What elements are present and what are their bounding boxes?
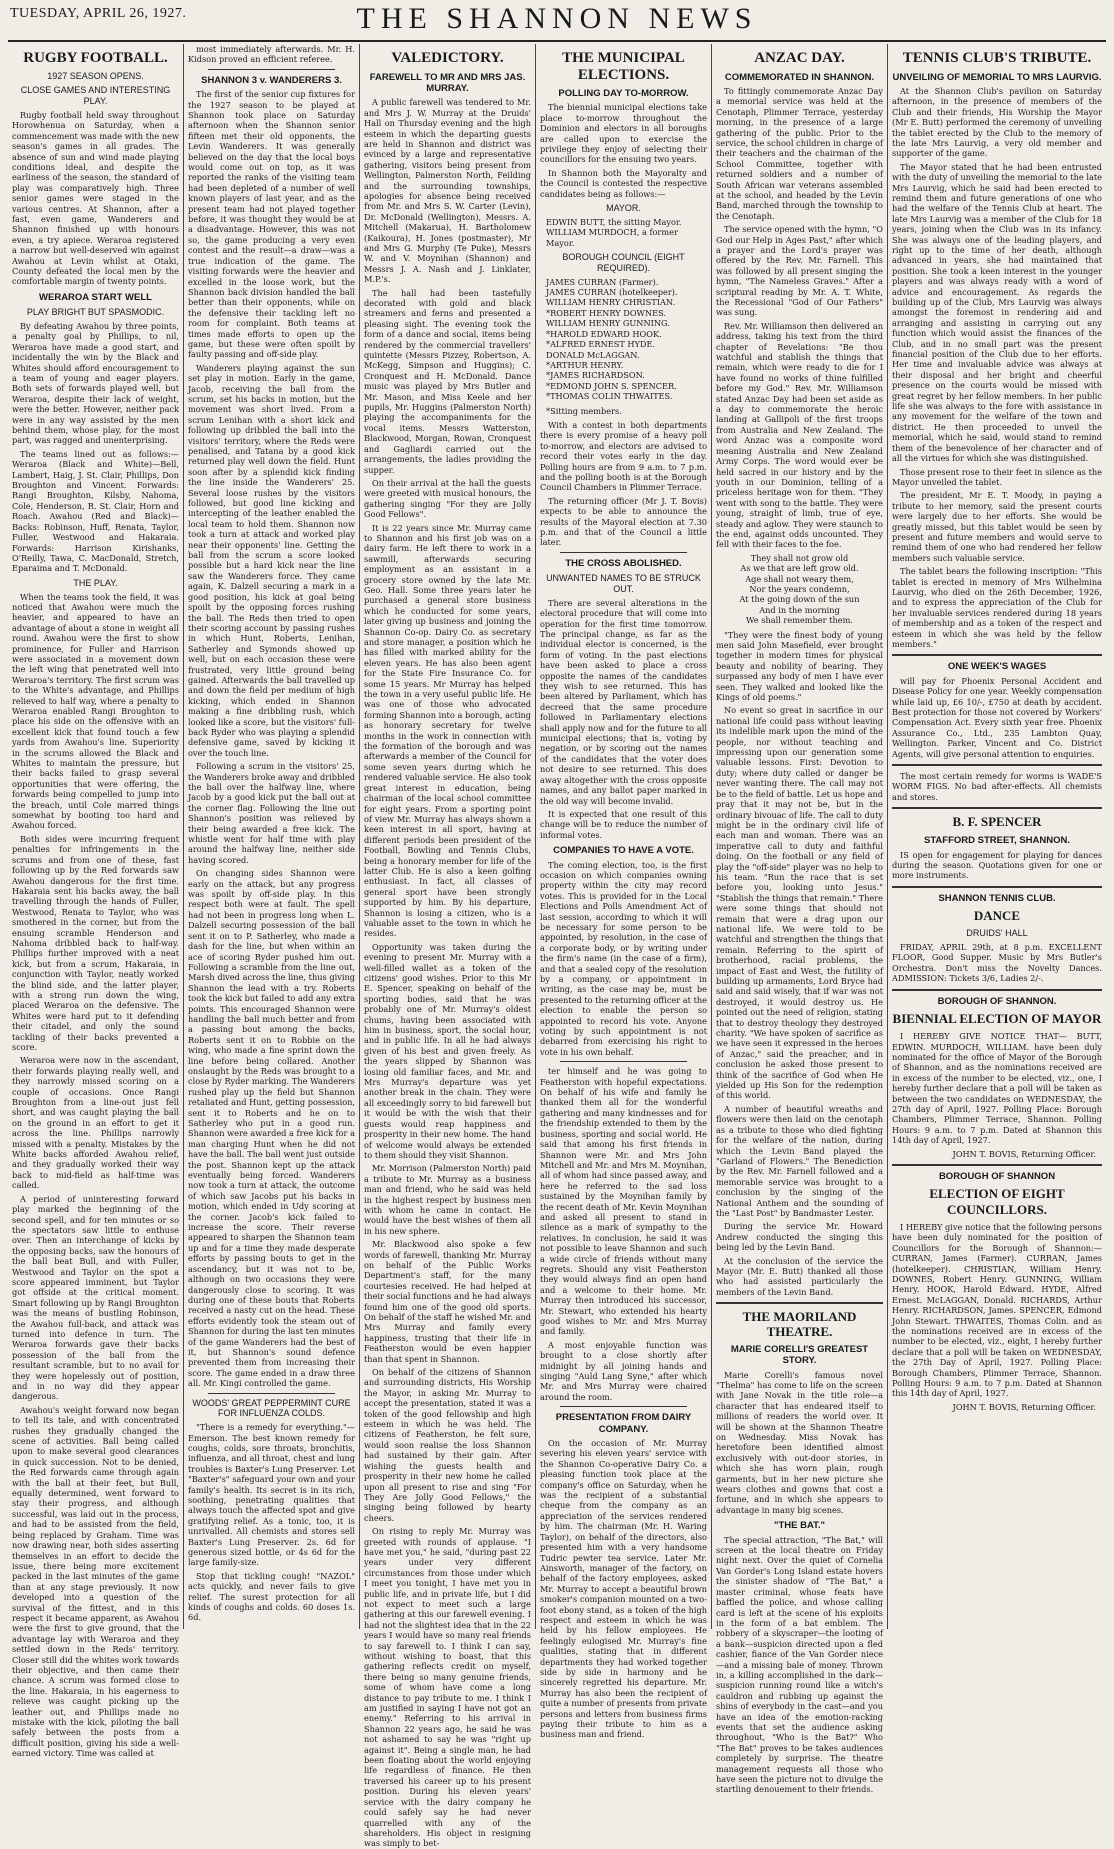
paragraph: Those present rose to their feet in silence as the Mayor unveiled the tablet. — [892, 466, 1102, 487]
paragraph: At the conclusion of the service the Mayor (Mr. E. Butt) thanked all those who had assisted particularly the members of the Levin Band. — [716, 1255, 883, 1297]
subheading: SHANNON 3 v. WANDERERS 3. — [201, 74, 342, 86]
divider — [892, 807, 1102, 809]
divider — [892, 654, 1102, 656]
paragraph: The Mayor stated that he had been entrusted with the duty of unveiling the memorial to the late Mrs Laurvig, which he said had been erected to remind them and future generations of one who had the welfare of the Tennis Club at heart. The late Mrs Laurvig was a member of the Club for 18 years, joining when the Club was in its infancy. She was always one of the leading players, and right up to the time of her death, although advanced in years, she had maintained that position. She took a keen interest in the younger players and was always ready with a word of advice and encouragement. As regards the building up of the Club, Mrs Laurvig was always amongst the foremost in rendering aid and arranging and assisting in carrying out any function which would assist the finances of the Club, and in no small part was the present financial position of the Club due to her efforts. Her time and invaluable advice was always at their disposal and her bright and cheerful presence on the courts would be missed with great regret by her fellow members. In her public life she was always to the fore with assistance in any movement for the welfare of the town and district. He then proceeded to unveil the memorial, which he said, would stand to remind them of the benevolence of her character and of all the virtues for which she was distinguished. — [892, 161, 1102, 464]
paragraph: The biennial municipal elections take place to-morrow throughout the Dominion and electors in all boroughs are called upon to exercise the privilege they enjoy of selecting their councillors for the ensuing two years. — [540, 102, 707, 165]
subheading: PLAY BRIGHT BUT SPASMODIC. — [26, 307, 165, 318]
paragraph: A period of uninteresting forward play marked the beginning of the second spell, and for ten minutes or so the spectators saw little to enthuse over. Then an interchange of kicks by the opposing backs, saw the honours of the ball beat Bull, and with Fuller, Westwood and Taylor on the spot a score appeared imminent, but Taylor got offside at the critical moment. Smart following up by Rangi Broughton was the means of bustling Robinson, the Awahou full-back, and attack was turned into defence in turn. The Weraroa forwards gave their backs possession of the ball from the resultant scramble, but to no avail for they were hopelessly out of position, and in no way did they appear dangerous. — [12, 1193, 179, 1402]
headline: THE MUNICIPAL ELECTIONS. — [562, 50, 685, 83]
column-rugby — [8, 44, 184, 1759]
paragraph: On their arrival at the hall the guests were greeted with musical honours, the gathering singing "For they are Jolly Good Fellows". — [364, 477, 531, 520]
paragraph: The teams lined out as follows:— Weraroa (Black and White)—Bell, Lambert, Haig, J. St. Clair, Phillips, Don Broughton and Vincent. Forwards: Rangi Broughton, Kilsby, Nahoma, Cole, Henderson, R. St. Clair, Horn and Roach. Awahou (Red and Black)—Backs: Robinson, Huff, Renata, Taylor, Fuller, Westwood and Hakaraia. Forwards: Harrison Kirishanks, O'Reilly, Tawa, C. MacDonald, Stretch, Eparaima and T. McDonald. — [12, 448, 179, 574]
paragraph: It is expected that one result of this change will be to reduce the number of informal votes. — [540, 808, 707, 840]
dance-venue: DRUIDS' HALL — [966, 928, 1028, 939]
subheading: CLOSE GAMES AND INTERESTING PLAY. — [20, 85, 171, 107]
subheading: MARIE CORELLI'S GREATEST STORY. — [730, 1343, 869, 1367]
column-tennis-and-notices — [888, 44, 1106, 1629]
signature: JOHN T. BOVIS, Returning Officer. — [952, 1401, 1096, 1412]
paragraph: A number of beautiful wreaths and flowers were then laid on the cenotaph as a tribute to those who died fighting for the welfare of the nation, during which the Levin Band played the "Garland of Flowers." The Benediction by the Rev. Mr. Farnell followed and a memorable service was brought to a conclusion by the singing of the National Anthem and the sounding of the "Last Post" by Bandmaster Lester. — [716, 1103, 883, 1218]
paragraph: Following a scrum in the visitors' 25, the Wanderers broke away and dribbled the ball over the halfway line, where Jacob by a good kick put the ball out at the corner flag. Following the line out Shannon's position was relieved by their being awarded a free kick. The whistle went for half time with play around the halfway line, neither side having scored. — [188, 761, 355, 865]
column-municipal-elections — [536, 44, 712, 1740]
paragraph: With a contest in both departments there is every promise of a heavy poll to-morrow, and electors are advised to record their votes early in the day. Polling hours are from 9 a.m. to 7 p.m. and the polling booth is at the Borough Council Chambers in Plimmer Terrace. — [540, 419, 707, 493]
headline: VALEDICTORY. — [391, 50, 504, 66]
ad-text: will pay for Phoenix Personal Accident and Disease Policy for one year. Weekly compensation while laid up, £6 10/-, £750 at death by accident. Best protection for those not covered by Workers' Compensation Act. Every sixth year free. Phoenix Assurance Co., Ltd., 235 Lambton Quay, Wellington. Parker, Vincent and Co. District Agents, will give personal attention to enquiries. — [892, 675, 1102, 759]
paragraph: There are several alterations in the electoral procedure that will come into operation for the first time tomorrow. The principal change, as far as the individual elector is concerned, is the form of voting. In the past elections have been asked to place a cross opposite the names of the candidates they wish to see returned. This has been altered by Parliament, which has decreed that the same procedure followed in Parliamentary elections shall apply now and for the future to all municipal elections; that is, voting by negation, or by scoring out the names of the candidates that the voter does not desire to see returned. This does away altogether with the cross opposite names, and any ballot paper marked in the old way will become invalid. — [540, 597, 707, 806]
notice-heading: BOROUGH OF SHANNON — [938, 1170, 1056, 1182]
ad-text: "There is a remedy for everything."—Emerson. The best known remedy for coughs, colds, sore throats, bronchitis, influenza, and all throat, chest and lung troubles is Baxter's Lung Preserver. Let "Baxter's" safeguard your own and your family's health. Its secret is in its rich, soothing, penetrating qualities that always touch the affected spot and give gratifying relief. As a tonic, too, it is unrivalled. All chemists and stores sell Baxter's Lung Preserver. 2s. 6d for generous sized bottle, or 4s 6d for the large family-size. — [188, 1422, 355, 1568]
paragraph: Opportunity was taken during the evening to present Mr. Murray with a well-filled wallet as a token of the citizens' good wishes. Prior to this Mr E. Spencer, speaking on behalf of the sporting bodies, said that he was probably one of Mr. Murray's oldest chums, having been associated with him in business, sport, the social hour, and in public life. In all he had always given of his best and given freely. As the years slipped by Shannon was losing old familiar faces, and Mr. and Mrs Murray's departure was yet another break in the chain. They were all exceedingly sorry to bid farewell but it would be with the wish that their guests would reap happiness and prosperity in their new home. The hand of welcome would always be extended to them should they visit Shannon. — [364, 941, 531, 1160]
paragraph: Mr. Morrison (Palmerston North) paid a tribute to Mr. Murray as a business man and friend, who he said was held in the highest respect by business men with whom he came in contact. He would have the best wishes of them all in his new sphere. — [364, 1163, 531, 1236]
paragraph: most immediately afterwards. Mr. H. Kidson proved an efficient referee. — [188, 44, 355, 65]
paragraph: At the Shannon Club's pavilion on Saturday afternoon, in the presence of members of the Club and their friends, His Worship the Mayor (Mr E. Butt) performed the ceremony of unveiling the tablet erected by the Club to the memory of the late Mrs Laurvig, a very old member and supporter of the game. — [892, 85, 1102, 159]
subheading: POLLING DAY TO-MORROW. — [558, 88, 689, 99]
paragraph: Rugby football held sway throughout Horowhenua on Saturday, when a commencement was made with the new season's games in all grades. The absence of sun and wind made playing conditions ideal, and despite the earliness of the season, the standard of play was comparatively high. Three senior games were staged in the various centres. At Shannon, after a fast, even game, Wanderers and Shannon finished up with honours even, a try apiece. Weraroa registered a narrow but well-deserved win against Awahou at Levin whilst at Otaki, County defeated the local men by the comfortable margin of twenty points. — [12, 109, 179, 287]
paragraph: It is 22 years since Mr. Murray came to Shannon and his first job was on a dairy farm. He left there to work in a sawmill, afterwards securing employment as an assistant in a grocery store owned by the late Mr. Geo. Hall. Some three years later he purchased a general store business which he conducted for some years, later giving up business and joining the Shannon Co-op. Dairy Co. as secretary and store manager, a position which he has filled with marked ability for the eleven years. He has also been agent for the State Fire Insurance Co. for some 15 years. Mr Murray has helped the town in a very useful public life. He was one of those who advocated forming Shannon into a borough, acting as honorary secretary for twelve months in the work in connection with the formation of the borough and was afterwards a member of the Council for some seven years during which he rendered valuable service. He also took great interest in education, being chairman of the local school committee for eight years. From a sporting point of view Mr. Murray has always shown a keen interest in all sport, having at different periods been president of the Football, Bowling and Tennis Clubs, being a honorary member for life of the latter Club. He is also a keen golfing enthusiast. In fact, all classes of general sport have been strongly supported by him. By his departure, Shannon is losing a citizen, who is a valuable asset to the town in which he resides. — [364, 522, 531, 939]
divider — [716, 1302, 883, 1304]
paragraph: The hall had been tastefully decorated with gold and black streamers and ferns and presented a pleasing sight. The evening took the form of a dance and social, items being rendered by the commercial travellers' quintette (Messrs Pizzey, Robertson, A. McKegg, Simpson and Huggins); C. Cronquest and H. McDonald. Dance music was played by Mrs Butler and Mr. Mason, and Miss Keele and her pupils, Mr. Huggins (Palmerston North) playing the accompaniments for the vocal items. Messrs Watterston, Blackwood, Morgan, Rowan, Cronquest and Gagliardi carried out the arrangements, the ladies providing the supper. — [364, 287, 531, 475]
notice-text: I HEREBY GIVE NOTICE THAT— BUTT, EDWIN. MURDOCH, WILLIAM. have been duly nominated for the office of Mayor of the Borough of Shannon, and as the nominations received are in excess of the number to be elected, viz., one, I hereby further declare that a poll will be taken as between the two candidates on WEDNESDAY, the 27th day of April, 1927. Polling Place: Borough Chambers, Plimmer Terrace, Shannon. Polling Hours: 9 a.m. to 7 p.m. Dated at Shannon this 14th day of April, 1927. — [892, 1031, 1102, 1146]
paragraph: During the service Mr. Howard Andrew conducted the singing this being led by the Levin Band. — [716, 1221, 883, 1253]
masthead — [8, 0, 1106, 42]
divider — [208, 69, 335, 70]
paragraph: When the teams took the field, it was noticed that Awahou were much the heavier, and appeared to have an advantage of about a stone in weight all round. Awahou were the first to show prominence, for Fuller and Harrison were associated in a movement down the left wing that penetrated well into Weraroa's territory. The first scrum was to the White's advantage, and Phillips relieved to half way, where a penalty to Weraroa enabled Rangi Broughton to place his side on the offensive with an excellent kick that found touch a few yards from Awahou's line. Superiority in the scrums allowed the Black and Whites to maintain the pressure, but their backs failed to grasp several opportunities that were offering, the forwards being compelled to jump into the breach, until Cole marred things somewhat by booting too hard and Awahou forced. — [12, 591, 179, 831]
paragraph: A public farewell was tendered to Mr. and Mrs J. W. Murray at the Druids' Hall on Thursday evening and the high esteem in which the departing guests are held in Shannon and district was evinced by a large and representative gathering, visitors being present from Wellington, Palmerston North, Feilding and the surrounding townships, apologies for absence being received from Mr. and Mrs S. W. Carter (Levin), Dr. McDonald (Wellington), Messrs. A. Mitchell (Makarua), H. Bartholomew (Kaikoura), H. Jones (postmaster), Mr and Mrs G. Murphy (Te Puke), Messrs W. and V. Moynihan (Shannon) and Messrs J. A. Nash and J. Linklater, M.P.'s. — [364, 97, 531, 285]
subheading: WERAROA START WELL — [39, 291, 152, 303]
issue-date: TUESDAY, APRIL 26, 1927. — [10, 6, 187, 21]
subheading: UNVEILING OF MEMORIAL TO MRS LAURVIG. — [892, 71, 1102, 83]
paragraph: Awahou's weight forward now began to tell its tale, and with concentrated rushes they gradually changed the scene of activities. Ball being called upon to make several good clearances in quick succession. Not to be denied, the Red forwards came through again with the ball at their feet, but Bull, equally determined, went forward to stay their progress, and although successful, was laid out in the process, and had to be assisted from the field, being replaced by Graham. Time was now drawing near, both sides asserting themselves in an effort to decide the issue, there being more excitement packed in the last minutes of the game than at any stage previously. It now developed into a question of the survival of the fittest, and in this respect it became apparent, as Awahou were the first to give ground, that the advantage lay with Weraroa and they settled down in the Reds' territory. Closer still did the whites work towards their objective, and then came their chance. A scrum was formed close to the line. Hakaraia, in his eagerness to relieve was caught picking up the leather out, and Phillips made no mistake with the kick, piloting the ball safely between the posts from a difficult position, giving his side a well-earned victory. Time was called at — [12, 1404, 179, 1759]
columns — [8, 44, 1106, 1849]
subheading: COMMEMORATED IN SHANNON. — [724, 71, 875, 83]
headline: THE MAORILAND THEATRE. — [742, 1309, 857, 1339]
paragraph: A most enjoyable function was brought to a close shortly after midnight by all joining hands and singing "Auld Lang Syne," after which Mr. and Mrs Murray were chaired around the room. — [540, 1339, 707, 1402]
subheading: THE CROSS ABOLISHED. — [565, 557, 682, 569]
divider — [560, 1406, 687, 1407]
ad-subheading: STAFFORD STREET, SHANNON. — [923, 835, 1071, 847]
notice-text: I HEREBY give notice that the following persons have been duly nominated for the position of Councillors for the Borough of Shannon:— CURRAN, James (Farmer). CURRAN, James (hotelkeeper). CHRISTIAN, William Henry. DOWNES, Robert Henry. GUNNING, William Henry. HOOK, Harold Edward. HYDE, Alfred Ernest. McLAGGAN, Donald. RICHARDS, Arthur Henry. RICHARDSON, James. SPENCER, Edmond John Stewart. THWAITES, Thomas Colin. and as the nominations received are in excess of the number to be elected, viz., eight, I hereby further declare that a poll will be taken on WEDNESDAY, the 27th Day of April, 1927. Polling Place: Borough Chambers, Plimmer Terrace, Shannon. Polling Hours: 9 a.m. to 7 p.m. Dated at Shannon this 14th day of April, 1927. — [892, 1221, 1102, 1399]
mayor-candidates: EDWIN BUTT, the sitting Mayor. WILLIAM MURDOCH, a former Mayor. — [546, 216, 682, 248]
sitting-note: *Sitting members. — [546, 405, 622, 416]
council-heading: BOROUGH COUNCIL (EIGHT REQUIRED). — [562, 252, 685, 273]
signature: JOHN T. BOVIS, Returning Officer. — [952, 1148, 1096, 1159]
paragraph: By defeating Awahou by three points, a penalty goal by Phillips, to nil, Weraroa have made a good start, and incidentally the win by the Black and Whites should afford encouragement to a team of young and eager players. Both sets of forwards played well, but Weraroa, despite their lack of weight, were the better. However, neither pack were in any way assisted by the men behind them, whose play, for the most part, was ragged and unenterprising. — [12, 320, 179, 446]
paragraph: Marie Corelli's famous novel "Thelma" has come to life on the screen with Jane Novak in the title role—a character that has endeared itself to millions of readers the world over. It will be shown at the Shannon Theatre on Wednesday. Miss Novak has heretofore been identified almost exclusively with out-door stories, in which she has worn plain, rough garments, but in her new picture she wears clothes and gowns that cost a fortune, and in which she appears to advantage in many big scenes. — [716, 1369, 883, 1515]
paragraph: Mr. Blackwood also spoke a few words of farewell, thanking Mr. Murray on behalf of the Public Works Department's staff, for the many courtesies received. He had helped at their social functions and he had always found him one of the good old sports. On behalf of the staff he wished Mr. and Mrs Murray and family every happiness, trusting that their life in Featherston would be even happier than that spent in Shannon. — [364, 1239, 531, 1364]
divider — [208, 1393, 335, 1394]
column-valedictory — [360, 44, 536, 1849]
paragraph: On rising to reply Mr. Murray was greeted with rounds of applause. "I have met you," he said, "during past 22 years under very different circumstances from those under which I meet you tonight, I have met you in public life, and in private life, but I did not expect to meet such a large gathering at this our farewell evening. I had not the slightest idea that in the 22 years I would have so many real friends to say farewell to. I think I can say, without wishing to boast, that this gathering reflects credit on myself, there being so many genuine friends, some of whom have come a long distance to pay tribute to me. I think I am justified in saying I have not got an enemy." Referring to his arrival in Shannon 22 years ago, he said he was not ashamed to say he was "right up against it". Being a single man, he had been floating about the world enjoying life regardless of finance. He then traversed his career up to his present position. During his eleven years' service with the dairy company he could safely say he had never quarrelled with any of the shareholders. His object in resigning was simply to bet- — [364, 1526, 531, 1849]
paragraph: The service opened with the hymn, "O God our Help in Ages Past," after which a prayer and the Lord's prayer was offered by the Rev. Mr. Farnell. This was followed by all present singing the hymn, "The Nameless Graves." After a scriptural reading by Mr. A. T. White, the Recessional "God of Our Fathers" was sung. — [716, 224, 883, 318]
paragraph: The coming election, too, is the first occasion on which companies owning property within the city may record votes. This is provided for in the Local Elections and Polls Amendment Act of last session, according to which it will be necessary for some person to be appointed, by resolution, in the case of a corporate body, or by writing under the firm's name (in the case of a firm), and that a sealed copy of the resolution by a company, or appointment in writing, as the case may be, must be presented to the returning officer at the election to enable the person so appointed to record his vote. Anyone voting by such appointment is not debarred from exercising his right to vote in his own behalf. — [540, 859, 707, 1057]
ad-text: IS open for engagement for playing for dances during the season. Quotations given for one or more instruments. — [892, 849, 1102, 881]
paragraph: The first of the senior cup fixtures for the 1927 season to be played at Shannon took place on Saturday afternoon when the Shannon senior fifteen met their old opponents, the Levin Wanderers. It was generally believed on the day that the local boys would come out on top, as it was reported the ranks of the visiting team had been depleted of a number of well known players of last year, and as the present team had not played together before, it was thought they would be at a disadvantage. However, this was not so, the game producing a very even contest and the result—a draw—was a true indication of the game. The visiting forwards were the heavier and excelled in the loose work, but the Shannon back division handled the ball better than their opponents, while on the defensive their tackling left no room for complaint. Both teams at times made efforts to open up the game, but these were often spoilt by faulty passing and off-side play. — [188, 89, 355, 360]
council-candidates: JAMES CURRAN (Farmer). JAMES CURRAN (hotelkeeper). WILLIAM HENRY CHRISTIAN. *ROBERT HENRY DOWNES. WILLIAM HENRY GUNNING. *HAROLD EDWARD HOOK. *ALFRED ERNEST HYDE. DONALD McLAGGAN. *ARTHUR HENRY. *JAMES RICHARDSON. *EDMOND JOHN S. SPENCER. *THOMAS COLIN THWAITES. — [546, 276, 678, 402]
paragraph: The president, Mr E. T. Moody, in paying a tribute to her memory, said the present courts were largely due to her efforts. She would be greatly missed, but this tablet would be seen by present and future members and would serve to remind them of one who had rendered her fellow members such valuable service. — [892, 490, 1102, 563]
headline: TENNIS CLUB'S TRIBUTE. — [902, 50, 1092, 66]
paragraph: "They were the finest body of young men said John Masefield, ever brought together in modern times for physical beauty and nobility of bearing. They surpassed any body of men I have ever seen. They walked and looked like the Kings of old poems." — [716, 629, 883, 703]
subheading: "THE BAT." — [773, 1520, 826, 1532]
divider — [892, 1164, 1102, 1166]
paragraph: The returning officer (Mr J. T. Bovis) expects to be able to announce the results of the Mayoral election at 7.30 p.m. and that of the Council a little later. — [540, 495, 707, 548]
paragraph: Weraroa were now in the ascendant, their forwards playing really well, and they narrowly missed scoring on a couple of occasions. Once Rangi Broughton from a line-out just fell short, and was caught playing the ball on the ground in an effort to get it across the line. Phillips narrowly missed with a penalty. Mistakes by the White backs afforded Awahou relief, and they gradually worked their way back to mid-field as half-time was called. — [12, 1055, 179, 1191]
newspaper-title: THE SHANNON NEWS — [356, 2, 758, 35]
paragraph: Rev. Mr. Williamson then delivered an address, taking his text from the third chapter of Revelations: "Be thou watchful and stablish the things that remain, which were ready to die for I have found no works of thine fulfilled before my God." Rev. Mr. Williamson stated Anzac Day had been set aside as a day to commemorate the heroic landing at Gallipoli of the first troops from Australia and New Zealand. The word Anzac was a composite word meaning Australia and New Zealand Army Corps. The word would ever be held sacred in our history and by the youth in our Dominion, telling of a priceless heritage won for them. "They went with song to the battle. They were young, straight of limb, true of eye, steady and aglow. They were staunch to the end, against odds uncounted. They fell with their faces to the foe. — [716, 320, 883, 550]
paragraph: No event so great in sacrifice in our national life could pass without leaving its indelible mark upon the mind of the people, nor without teaching and impressing upon our generation some valuable lessons. First: Devotion to duty; where duty called or danger be never wanting there. The call may not be to the field of battle. Let us hope and pray that it may not be, but in the ordinary bivouac of life. The call to duty might be in the ordinary civil life of each man and woman. There was an imperative call to duty and faithful doing. On the football or any field of play the "off-side" player was no help to his team. "Run the race that is set before you, looking unto Jesus." "Stablish the things that remain." There were some things that should not remain that were a drag upon our national life. We were told to be watchful and strengthen the things that remain. Referring to the spirit of brotherhood, racial problems, the impact of East and West, the futility of building up armaments, Lord Bryce had said and said wisely, that if war was not destroyed, it would destroy us. He pointed out the need of religion, stating that to destroy theology they destroyed charity. "We have spoken of sacrifice as we have seen it expressed in the heroes of Anzac," said the preacher, and in conclusion he asked those present to think of the sacrifice of God when He yielded up His Son for the redemption of this world. — [716, 705, 883, 1101]
subheading: COMPANIES TO HAVE A VOTE. — [553, 845, 694, 857]
ad-text: Stop that tickling cough! "NAZOL" acts quickly, and never fails to give relief. The surest protection for all kinds of coughs and colds. 60 doses 1s. 6d. — [188, 1570, 355, 1623]
paragraph: Wanderers playing against the sun set play in motion. Early in the game, Jacob, receiving the ball from the scrum, set his backs in motion, but the movement was short lived. From a scrum Lenihan with a short kick and following up dribbled the ball into the visitors' territory, where the Reds were penalised, and Tatana by a good kick returned play well down the field. Hunt soon after by a splendid kick finding the line inside the Wanderers' 25. Several loose rushes by the visitors followed, but good line kicking and intercepting of the leather enabled the local team to hold them. Shannon now took a turn at attack and worked play near their opponents' line. Getting the ball from the scrum a score looked possible but a hard kick near the line saw the Wanderers force. They came again, K. Dalzell securing a mark in a good position, his kick at goal being spoilt by the opposing forces rushing the ball. The Reds then tried to open their scoring account by passing rushes in which Hunt, Roberts, Lenihan, Satherley and Symonds showed up well, but on each occasion these were frustrated, very little ground being gained. Afterwards the ball travelled up and down the field per medium of high kicking, which ended in Shannon making a fine dribbling rush, which looked like a score, but the visitors' full-back Ryder who was playing a splendid defensive game, saved by kicking it over the touch line. — [188, 362, 355, 758]
notice-heading: BOROUGH OF SHANNON. — [937, 995, 1057, 1007]
column-shannon-wanderers — [184, 44, 360, 1629]
subheading: 1927 SEASON OPENS. — [47, 70, 144, 81]
paragraph: ter himself and he was going to Featherston with hopeful expectations. On behalf of his wife and family he thanked them all for the wonderful gathering and many kindnesses and for the friendship extended to them by the business, sporting and social world. He said that among his first friends in Shannon were Mr. and Mrs John Mitchell and Mr. and Mrs M. Moynihan, all of whom had since passed away, and here he referred to the sad loss sustained by the Moynihan family by the recent death of Mr. Kevin Moynihan and asked all present to stand in silence as a mark of sympathy to the relatives. In conclusion, he said it was not possible to leave Shannon and such a wide circle of friends without many regrets. Should any visit Featherston they would always find an open hand and a welcome to their home. Mr. Murray then introduced his successor, Mr. Stewart, who extended his hearty good wishes to Mr. and Mrs Murray and family. — [540, 1066, 707, 1337]
subheading: UNWANTED NAMES TO BE STRUCK OUT. — [546, 573, 701, 594]
dance-title: DANCE — [973, 908, 1021, 924]
notice-title: ELECTION OF EIGHT COUNCILLORS. — [929, 1185, 1065, 1217]
paragraph: On behalf of the citizens of Shannon and surrounding districts, His Worship the Mayor, in asking Mr. Murray to accept the presentation, stated it was a token of the good fellowship and high esteem in which he was held. The citizens of Featherston, he felt sure, would soon realise the loss Shannon had sustained by their gain. After wishing the guests health and prosperity in their new home he called upon all present to rise and sing "For They Are Jolly Good Fellows," the singing being followed by hearty cheers. — [364, 1367, 531, 1523]
mayor-heading: MAYOR. — [606, 203, 641, 214]
ad-heading: SHANNON TENNIS CLUB. — [938, 892, 1056, 904]
paragraph: On changing sides Shannon were early on the attack, but any progress was spoilt by off-side play. In this respect both were at fault. The spell had not been in progress long when L. Dalzell securing possession of the ball sent it on to P. Satherley, who made a dash for the line, but when within an ace of scoring Ryder pushed him out. Following a scramble from the line out, Marsh dived across the line, thus giving Shannon the lead with a try. Roberts took the kick but failed to add any extra points. This encouraged Shannon were handling the ball much better and from a passing bout among the backs, Roberts sent it on to Robbie on the wing, who made a fine sprint down the line before being collared. Another onslaught by the Reds was brought to a close by Ryder marking. The Wanderers rushed play up the field but Shannon retaliated and Hunt, getting possession, sent it to Roberts and he on to Satherley who put in a good run. Shannon were awarded a free kick for a man charging Hunt when he did not have the ball. The ball went just outside the post. Shannon kept up the attack eventually being forced. Wanderers now took a turn at attack, the outcome of which saw Jacobs put his backs in motion, which ended in Udy scoring at the corner. Jacob's kick failed to increase the score. Their reverse appeared to sharpen the Shannon team up and for a time they made desperate efforts by passing bouts to get in the ascendancy, but it was not to be, although on two occasions they were dangerously close to scoring. It was during one of these bouts that Roberts received a nasty cut on the head. These efforts evidently took the steam out of Shannon for during the last ten minutes of the game Wanderers had the best of it, but Shannon's sound defence prevented them from increasing their score. The game ended in a draw three all. Mr. Kingi controlled the game. — [188, 868, 355, 1389]
subheading: FAREWELL TO MR AND MRS JAS. MURRAY. — [369, 71, 526, 94]
subheading: PRESENTATION FROM DAIRY COMPANY. — [555, 1412, 692, 1435]
divider — [892, 886, 1102, 888]
divider — [560, 552, 687, 553]
divider — [892, 989, 1102, 991]
paragraph: On the occasion of Mr. Murray severing his eleven years' service with the Shannon Co-operative Dairy Co. a pleasing function took place at the company's office on Saturday, when he was the recipient of a substantial cheque from the company as an appreciation of the services rendered by him. The chairman (Mr. H. Waring Taylor), on behalf of the directors, also presented him with a very handsome Tudric pewter tea service. Later Mr. Ainsworth, manager of the factory, on behalf of the factory employees, asked Mr. Murray to accept a beautiful brown smoker's companion mounted on a two-foot ebony stand, as a token of the high respect and esteem in which he was held by his fellow employees. He feelingly eulogised Mr. Murray's fine qualities, stating that in different departments they had worked together side by side in harmony and he sincerely regretted his departure. Mr. Murray has also been the recipient of quite a number of presents from private persons and letters from business firms paying their tribute to him as a business man and friend. — [540, 1438, 707, 1740]
divider — [892, 764, 1102, 766]
paragraph: In Shannon both the Mayoralty and the Council is contested the respective candidates being as follows:— — [540, 167, 707, 199]
paragraph: To fittingly commemorate Anzac Day a memorial service was held at the Cenotaph, Plimmer Terrace, yesterday morning, in the presence of a large gathering of the public. Prior to the service, the school children in charge of their teachers and the chairman of the School Committee, together with returned soldiers and a number of South African war veterans assembled at the school, and headed by the Levin Band, marched through the township to the Cenotaph. — [716, 85, 883, 221]
headline: ANZAC DAY. — [754, 50, 845, 66]
subheading: THE PLAY. — [73, 577, 118, 588]
paragraph: The special attraction, "The Bat," will screen at the local theatre on Friday night next. Over the quiet of Cornelia Van Gorder's Long Island estate hovers the sinister shadow of "The Bat," a master criminal, whose feats have baffled the police, and whose calling card is left at the scene of his exploits in the form of a bat emblem. The robbery of a skyscraper—the looting of a bank—suspicion directed upon a fled cashier, fiance of the Van Gorder niece—and a missing bale of money. Thrown in, a killing accomplished in the dark—suspicion running round like a witch's cauldron and rubbing up against the shins of everybody in the cast—and you have an idea of the emotion-racking events that set the audience asking throughout, "Who is the Bat?" Who "The Bat" proves to be takes audiences completely by surprise. The theatre management requests all those who have seen the picture not to divulge the startling denouement to their friends. — [716, 1534, 883, 1795]
ad-heading: ONE WEEK'S WAGES — [947, 661, 1047, 673]
ad-heading: B. F. SPENCER — [952, 814, 1042, 830]
paragraph: The tablet bears the following inscription: "This tablet is erected in memory of Mrs Wilhelmina Laurvig, who died on the 26th December, 1926, and to express the appreciation of the Club for her invaluable services rendered during 18 years of membership and as a token of the respect and esteem in which she was held by the fellow members." — [892, 566, 1102, 650]
paragraph: Both sides were incurring frequent penalties for infringements in the scrums and from one of these, fast following up by the Red forwards saw Awahou dangerous for the first time. Hakaraia sent his backs away, the ball travelling through the hands of Fuller, Westwood, Renata to Taylor, who was smothered in the corner, but from the ensuing scramble Henderson and Nahoma dribbled back to half-way. Phillips further improved with a neat kick, but from a scrum, Hakaraia, in conjunction with Taylor, neatly worked the blind side, and the latter player, with a strong run down the wing, placed Weraroa on the defensive. The Whites were hard put to it defending their citadel, and only the sound tackling of their backs prevented a score. — [12, 833, 179, 1052]
column-anzac-day — [712, 44, 888, 1795]
divider — [560, 1061, 687, 1062]
ad-text: The most certain remedy for worms is WADE'S WORM FIGS. No bad after-effects. All chemists and stores. — [892, 771, 1102, 802]
ad-text: FRIDAY, APRIL 29th, at 8 p.m. EXCELLENT FLOOR, Good Supper. Music by Mrs Butler's Orchestra. Don't miss the Novelty Dances. ADMISSION: Tickets 3/6, Ladies 2/-. — [892, 942, 1102, 984]
ad-heading: WOODS' GREAT PEPPERMINT CURE FOR INFLUENZA COLDS. — [192, 1397, 351, 1419]
poem: They shall not grow old As we that are left grow old. Age shall not weary them, Nor the years condemn, At the going down of the sun And in the morning We shall remember them. — [739, 552, 860, 626]
headline: RUGBY FOOTBALL. — [23, 50, 168, 66]
notice-title: BIENNIAL ELECTION OF MAYOR — [892, 1011, 1102, 1027]
